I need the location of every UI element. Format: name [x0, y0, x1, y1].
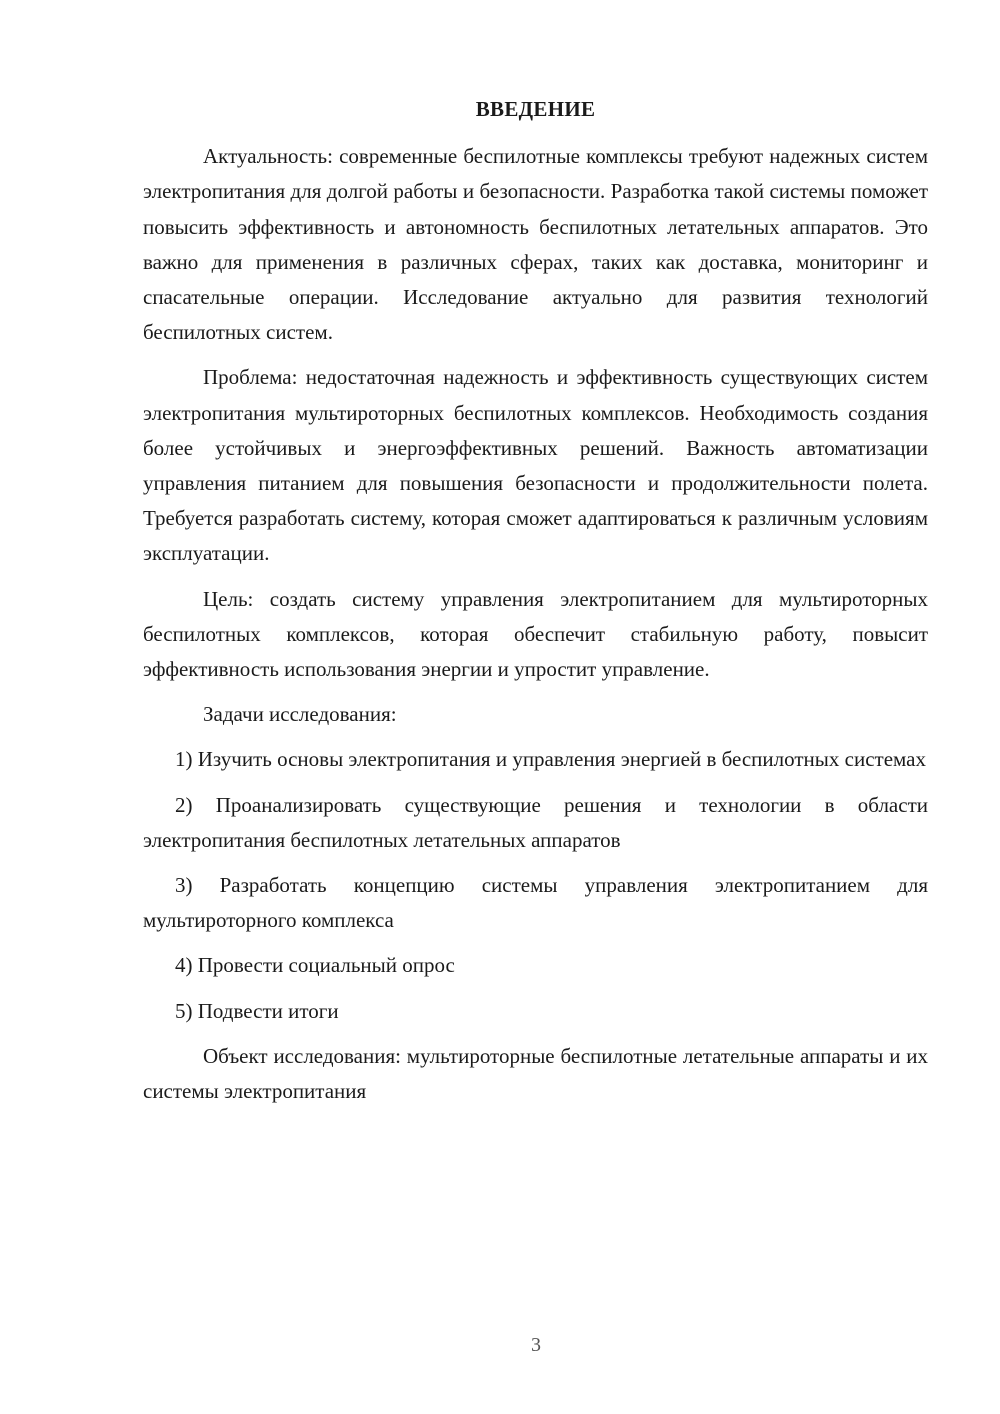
tasks-list: [143, 742, 928, 1028]
task-item-4: 4) Провести социальный опрос: [175, 953, 455, 978]
paragraph-problem: Проблема: недостаточная надежность и эффективность существующих систем электропитания мультироторных беспилотных комплексов. Необходимость создания более устойчивых и энергоэффективных решений. Важность автоматизации управления питанием для повышения безопасности и продолжительности полета. Требуется разработать систему, которая сможет адаптироваться к различным условиям эксплуатации.: [143, 365, 928, 566]
tasks-heading: Задачи исследования:: [203, 702, 397, 727]
task-item-3: 3) Разработать концепцию системы управления электропитанием для мультироторного комплекса: [143, 873, 928, 933]
section-title: ВВЕДЕНИЕ: [475, 97, 596, 121]
task-item-2: 2) Проанализировать существующие решения и технологии в области электропитания беспилотных летательных аппаратов: [143, 792, 928, 852]
page-number: 3: [531, 1334, 541, 1356]
task-item-5: 5) Подвести итоги: [175, 998, 339, 1023]
paragraph-goal: Цель: создать систему управления электропитанием для мультироторных беспилотных комплексов, которая обеспечит стабильную работу, повысит эффективность использования энергии и упростит управление.: [143, 586, 928, 682]
task-item-1: 1) Изучить основы электропитания и управления энергией в беспилотных системах: [175, 747, 926, 772]
paragraph-object: Объект исследования: мультироторные беспилотные летательные аппараты и их системы электропитания: [143, 1043, 928, 1104]
page-content: [143, 92, 928, 1119]
paragraph-relevance: Актуальность: современные беспилотные комплексы требуют надежных систем электропитания для долгой работы и безопасности. Разработка такой системы поможет повысить эффективность и автономность беспилотных летательных аппаратов. Это важно для применения в различных сферах, таких как доставка, мониторинг и спасательные операции. Исследование актуально для развития технологий беспилотных систем.: [143, 144, 928, 345]
